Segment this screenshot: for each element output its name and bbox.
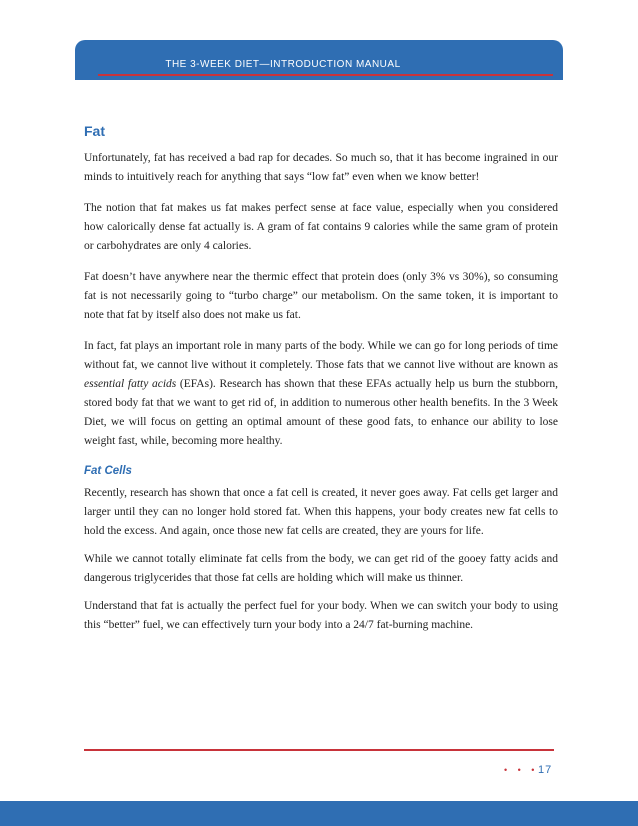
body-paragraph: Fat doesn’t have anywhere near the thermic effect that protein does (only 3% vs 30%), so consuming fat is not necessarily going to “turbo charge” our metabolism. On the same token, it is important to note that fat by itself also does not make us fat. [84,271,558,321]
subsection-title: Fat Cells [84,465,132,477]
efa-emphasis: essential fatty acids [84,378,177,390]
body-paragraph: The notion that fat makes us fat makes perfect sense at face value, especially when you considered how calorically dense fat actually is. A gram of fat contains 9 calories while the same gram of protein or carbohydrates are only 4 calories. [84,202,558,252]
efa-text-after: (EFAs). Research has shown that these EFAs actually help us burn the stubborn, stored body fat that we want to get rid of, in addition to numerous other health benefits. In the 3 Week Diet, we will focus on getting an optimal amount of these good fats, to enhance our ability to lose weight fast, while, becoming more healthy. [84,378,558,447]
body-paragraph: Understand that fat is actually the perfect fuel for your body. When we can switch your body to using this “better” fuel, we can effectively turn your body into a 24/7 fat-burning machine. [84,600,558,631]
efa-text-before: In fact, fat plays an important role in many parts of the body. While we can go for long periods of time without fat, we cannot live without it completely. Those fats that we cannot live without are known as [84,340,558,371]
footer-band [0,801,638,826]
page-number: 17 [538,764,553,776]
efa-paragraph [84,337,558,451]
body-paragraph: While we cannot totally eliminate fat cells from the body, we can get rid of the gooey fatty acids and dangerous triglycerides that those fat cells are holding which will make us thinner. [84,553,558,584]
footer-divider [84,749,554,751]
page-content [84,120,558,644]
page-dots: • • • [504,765,539,775]
running-header-title: THE 3-WEEK DIET—INTRODUCTION MANUAL [165,59,401,70]
body-paragraph: Unfortunately, fat has received a bad rap for decades. So much so, that it has become ingrained in our minds to intuitively reach for anything that says “low fat” even when we know better! [84,152,558,183]
body-paragraph: Recently, research has shown that once a fat cell is created, it never goes away. Fat cells get larger and larger until they can no longer hold stored fat. When this happens, your body creates new fat cells to hold the excess. And again, once those new fat cells are created, they are yours for life. [84,487,558,537]
section-title: Fat [84,123,105,139]
header-divider [98,74,553,76]
